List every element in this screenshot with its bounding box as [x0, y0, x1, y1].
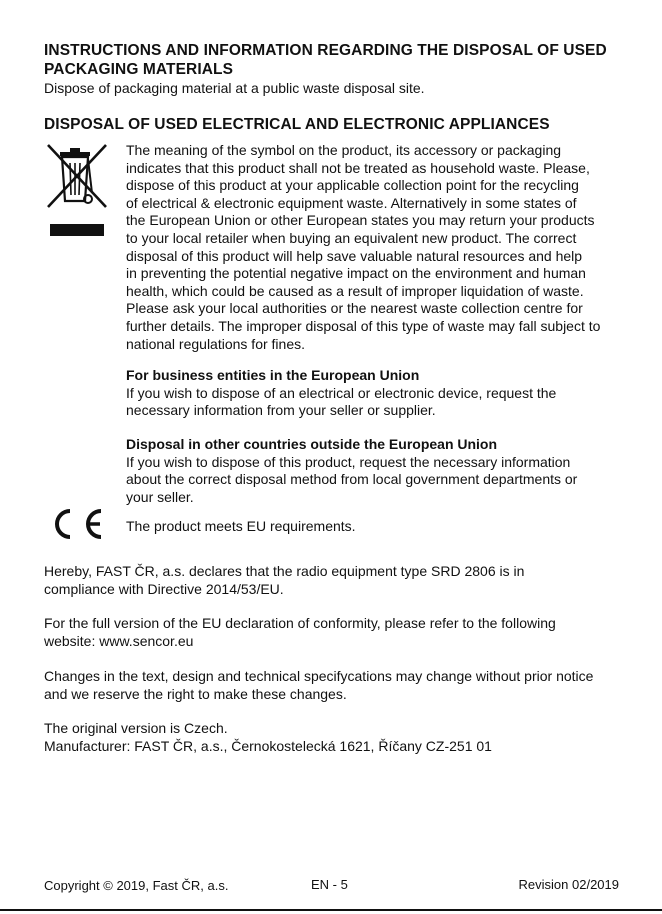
weee-line: the European Union or other European states you may return your products — [126, 212, 595, 229]
business-section — [126, 367, 556, 420]
weee-line: of electrical & electronic equipment waste. Alternatively in some states of — [126, 194, 577, 211]
ce-mark-icon — [44, 507, 106, 541]
full-version-line: For the full version of the EU declaration of conformity, please refer to the following — [44, 615, 556, 631]
ce-text: The product meets EU requirements. — [126, 518, 356, 534]
declaration-line: compliance with Directive 2014/53/EU. — [44, 580, 284, 597]
other-countries-heading: Disposal in other countries outside the European Union — [126, 436, 498, 452]
weee-line: further details. The improper disposal of this type of waste may fall subject to — [126, 317, 601, 334]
business-line: necessary information from your seller or supplier. — [126, 402, 436, 419]
declaration-line: Hereby, FAST ČR, a.s. declares that the radio equipment type SRD 2806 is in — [44, 563, 525, 579]
footer-revision: Revision 02/2019 — [518, 877, 619, 892]
declaration — [44, 563, 524, 598]
packaging-heading-line2: PACKAGING MATERIALS — [44, 61, 234, 78]
weee-line: to your local retailer when buying an equivalent new product. The correct — [126, 229, 577, 246]
crossed-out-wheelie-bin-icon — [44, 143, 110, 239]
other-countries-line: about the correct disposal method from local government departments or — [126, 471, 578, 488]
bottom-divider — [0, 909, 662, 911]
weee-line: Please ask your local authorities or the nearest waste collection centre for — [126, 300, 583, 317]
weee-line: indicates that this product shall not be treated as household waste. Please, — [126, 159, 590, 176]
business-line: If you wish to dispose of an electrical or electronic device, request the — [126, 384, 557, 401]
weee-line: national regulations for fines. — [126, 335, 305, 352]
weee-paragraph — [126, 142, 600, 353]
business-heading: For business entities in the European Union — [126, 367, 420, 383]
changes-note — [44, 668, 593, 703]
weee-line: The meaning of the symbol on the product, its accessory or packaging — [126, 142, 562, 158]
full-version-line: website: www.sencor.eu — [44, 632, 194, 649]
packaging-text: Dispose of packaging material at a public waste disposal site. — [44, 80, 425, 96]
changes-line: and we reserve the right to make these changes. — [44, 685, 347, 702]
original-note — [44, 720, 492, 755]
footer-page-number: EN - 5 — [311, 877, 348, 892]
weee-heading: DISPOSAL OF USED ELECTRICAL AND ELECTRONIC APPLIANCES — [44, 116, 550, 133]
full-version-note — [44, 615, 556, 650]
packaging-heading-line1: INSTRUCTIONS AND INFORMATION REGARDING THE DISPOSAL OF USED — [44, 42, 607, 59]
changes-line: Changes in the text, design and technical specifycations may change without prior notice — [44, 668, 594, 684]
other-countries-line: your seller. — [126, 488, 194, 505]
weee-line: dispose of this product at your applicable collection point for the recycling — [126, 177, 579, 194]
other-countries-line: If you wish to dispose of this product, request the necessary information — [126, 453, 571, 470]
weee-line: disposal of this product will help save valuable natural resources and help — [126, 247, 583, 264]
original-line: The original version is Czech. — [44, 720, 228, 736]
other-countries-section — [126, 436, 577, 506]
footer-copyright: Copyright © 2019, Fast ČR, a.s. — [44, 878, 229, 893]
weee-line: health, which could be caused as a result of improper liquidation of waste. — [126, 282, 584, 299]
weee-line: in preventing the potential negative impact on the environment and human — [126, 265, 586, 282]
manufacturer-line: Manufacturer: FAST ČR, a.s., Černokostelecká 1621, Říčany CZ-251 01 — [44, 737, 492, 754]
